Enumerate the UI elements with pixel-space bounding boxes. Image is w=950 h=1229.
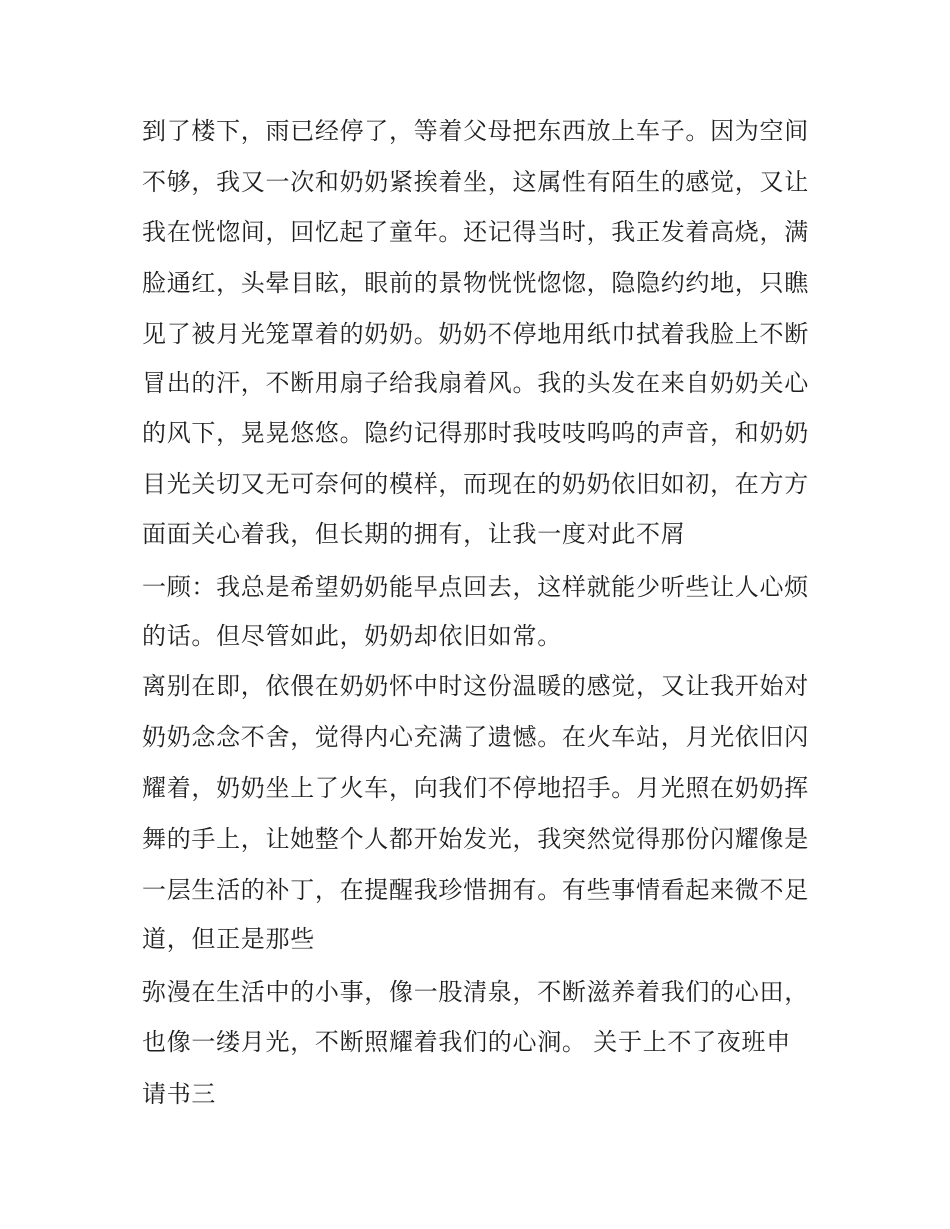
text-line: 目光关切又无可奈何的模样，而现在的奶奶依旧如初，在方方 <box>142 472 809 498</box>
text-line: 也像一缕月光，不断照耀着我们的心涧。 关于上不了夜班申 <box>142 1030 791 1056</box>
text-line: 离别在即，依偎在奶奶怀中时这份温暖的感觉，又让我开始对 <box>142 674 809 700</box>
text-line: 一层生活的补丁，在提醒我珍惜拥有。有些事情看起来微不足 <box>142 878 809 904</box>
text-line: 奶奶念念不舍，觉得内心充满了遗憾。在火车站，月光依旧闪 <box>142 725 809 751</box>
text-line: 我在恍惚间，回忆起了童年。还记得当时，我正发着高烧，满 <box>142 220 809 246</box>
text-line: 道，但正是那些 <box>142 927 315 953</box>
text-line: 弥漫在生活中的小事，像一股清泉，不断滋养着我们的心田， <box>142 980 809 1006</box>
text-line: 脸通红，头晕目眩，眼前的景物恍恍惚惚，隐隐约约地，只瞧 <box>142 271 809 297</box>
text-line: 冒出的汗，不断用扇子给我扇着风。我的头发在来自奶奶关心 <box>142 371 809 397</box>
text-line: 的风下，晃晃悠悠。隐约记得那时我吱吱呜呜的声音，和奶奶 <box>142 421 809 447</box>
text-line: 请书三 <box>142 1082 217 1108</box>
text-line: 舞的手上，让她整个人都开始发光，我突然觉得那份闪耀像是 <box>142 827 809 853</box>
text-line: 的话。但尽管如此，奶奶却依旧如常。 <box>142 624 562 650</box>
text-line: 到了楼下，雨已经停了，等着父母把东西放上车子。因为空间 <box>142 119 809 145</box>
text-line: 一顾：我总是希望奶奶能早点回去，这样就能少听些让人心烦 <box>142 575 809 601</box>
text-line: 面面关心着我，但长期的拥有，让我一度对此不屑 <box>142 522 686 548</box>
text-line: 不够，我又一次和奶奶紧挨着坐，这属性有陌生的感觉，又让 <box>142 170 809 196</box>
text-line: 耀着，奶奶坐上了火车，向我们不停地招手。月光照在奶奶挥 <box>142 776 809 802</box>
text-line: 见了被月光笼罩着的奶奶。奶奶不停地用纸巾拭着我脸上不断 <box>142 322 809 348</box>
